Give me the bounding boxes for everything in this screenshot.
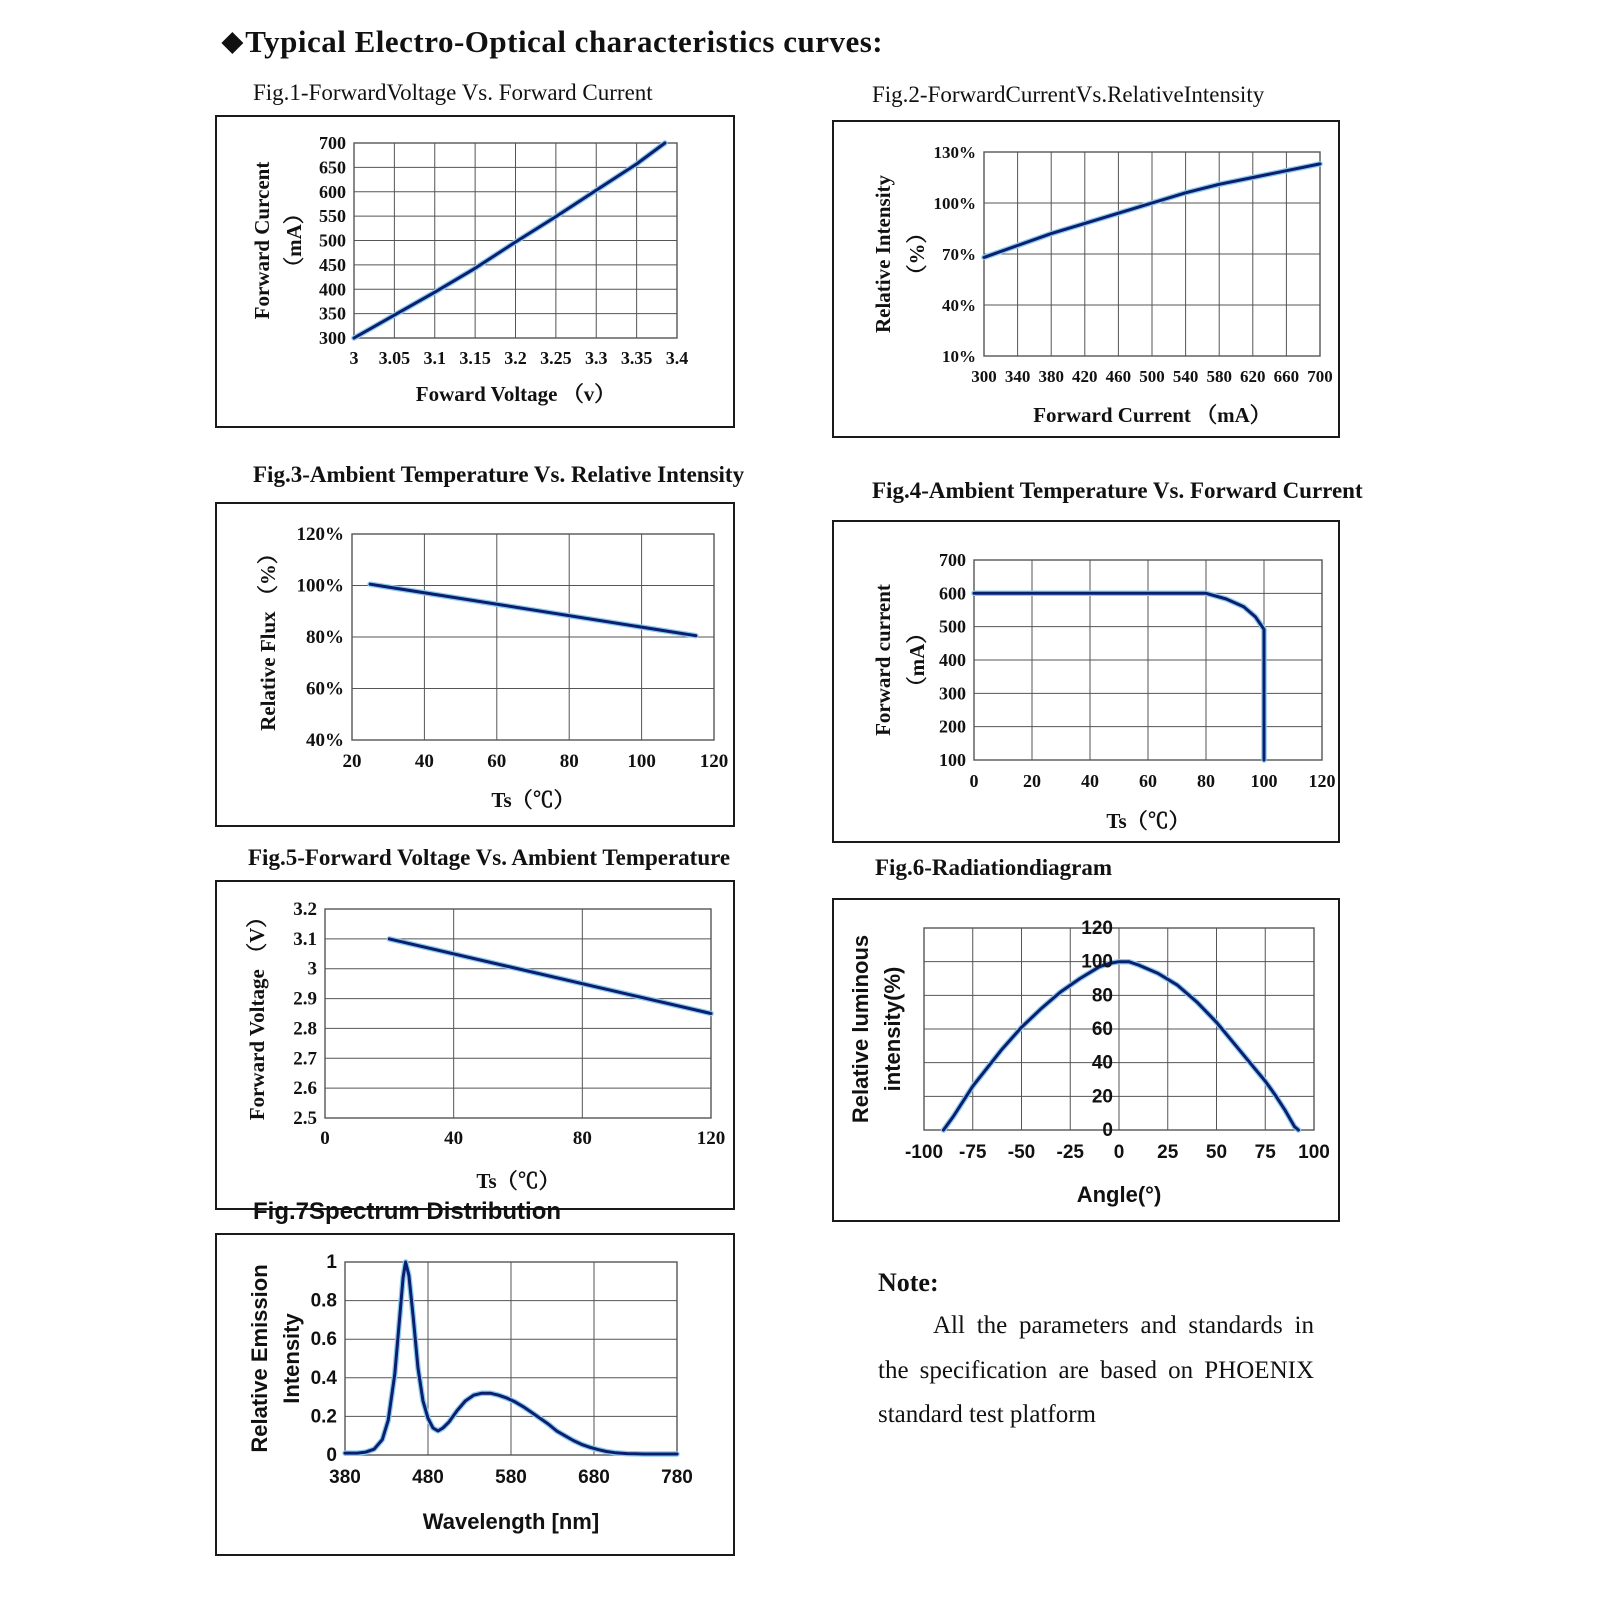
svg-text:Relative luminous: Relative luminous: [848, 934, 873, 1124]
page-title: [222, 24, 883, 60]
svg-text:120: 120: [1308, 771, 1336, 791]
fig5-caption: Fig.5-Forward Voltage Vs. Ambient Temperature: [248, 845, 731, 870]
fig7-caption: Fig.7Spectrum Distribution: [253, 1198, 562, 1225]
svg-text:0: 0: [1102, 1120, 1113, 1141]
svg-text:3.4: 3.4: [665, 348, 689, 368]
svg-text:500: 500: [1139, 367, 1165, 386]
svg-text:200: 200: [939, 716, 966, 737]
svg-text:（mA）: （mA）: [282, 203, 306, 278]
svg-text:100: 100: [1298, 1142, 1330, 1163]
svg-text:0.6: 0.6: [310, 1329, 337, 1351]
axis-labels: [256, 524, 728, 812]
svg-text:2.8: 2.8: [293, 1018, 317, 1040]
series-line: [944, 962, 1299, 1130]
svg-text:Angle(°): Angle(°): [1076, 1182, 1162, 1207]
fig1-chart-svg: [217, 117, 733, 426]
svg-text:450: 450: [319, 254, 346, 275]
svg-text:Relative Intensity: Relative Intensity: [871, 174, 895, 334]
svg-text:Relative Flux （%）: Relative Flux （%）: [256, 543, 280, 731]
svg-text:460: 460: [1105, 367, 1132, 386]
plot-border: [325, 909, 711, 1118]
note-block: [878, 1268, 1314, 1438]
axis-labels: [245, 899, 725, 1193]
svg-text:380: 380: [329, 1467, 361, 1488]
svg-text:20: 20: [1091, 1086, 1113, 1108]
svg-text:2.7: 2.7: [293, 1048, 317, 1070]
svg-text:60: 60: [487, 751, 507, 772]
svg-text:350: 350: [319, 303, 346, 324]
svg-text:0: 0: [326, 1445, 337, 1466]
series-line: [974, 593, 1264, 760]
svg-text:480: 480: [412, 1467, 444, 1488]
svg-text:0: 0: [1113, 1142, 1125, 1163]
svg-text:60: 60: [1091, 1019, 1113, 1040]
svg-text:650: 650: [319, 157, 346, 178]
svg-text:Intensity: Intensity: [279, 1313, 304, 1404]
svg-text:40%: 40%: [306, 730, 344, 751]
svg-text:3.25: 3.25: [540, 348, 572, 368]
axis-labels: [247, 1252, 693, 1534]
svg-text:540: 540: [1172, 367, 1199, 386]
svg-text:130%: 130%: [933, 143, 976, 162]
svg-text:580: 580: [1206, 367, 1232, 386]
svg-text:300: 300: [939, 683, 966, 704]
svg-text:80%: 80%: [306, 627, 344, 648]
svg-text:100: 100: [939, 750, 966, 770]
svg-text:580: 580: [495, 1467, 527, 1488]
svg-text:1: 1: [326, 1252, 337, 1273]
note-heading: Note:: [878, 1268, 939, 1297]
svg-text:300: 300: [971, 367, 997, 386]
svg-text:2.9: 2.9: [293, 988, 317, 1010]
svg-text:100: 100: [1250, 771, 1278, 791]
svg-text:120: 120: [1081, 918, 1113, 939]
svg-text:3: 3: [349, 348, 359, 368]
svg-text:（%）: （%）: [905, 222, 929, 286]
svg-text:40%: 40%: [942, 296, 976, 315]
gridlines: [984, 152, 1320, 356]
svg-text:40: 40: [1091, 1052, 1113, 1074]
svg-text:600: 600: [319, 181, 346, 202]
page-title-text: Typical Electro-Optical characteristics curves:: [245, 24, 884, 59]
svg-text:20: 20: [342, 751, 362, 772]
svg-text:10%: 10%: [942, 347, 976, 366]
svg-text:Ts（℃）: Ts（℃）: [491, 788, 575, 812]
svg-text:40: 40: [414, 751, 434, 772]
svg-text:-100: -100: [904, 1142, 944, 1163]
svg-text:120: 120: [699, 751, 729, 772]
svg-text:2.5: 2.5: [293, 1108, 317, 1129]
svg-text:20: 20: [1023, 771, 1041, 791]
svg-text:3.35: 3.35: [620, 348, 653, 368]
svg-text:Foward Voltage （v）: Foward Voltage （v）: [415, 382, 616, 406]
svg-text:50: 50: [1205, 1142, 1228, 1163]
svg-text:700: 700: [1307, 367, 1333, 386]
fig5-chart-box: [215, 880, 735, 1210]
svg-text:780: 780: [661, 1467, 693, 1488]
svg-text:3.1: 3.1: [293, 928, 317, 950]
svg-text:300: 300: [319, 328, 346, 348]
svg-text:-75: -75: [959, 1142, 987, 1163]
svg-text:Relative Emission: Relative Emission: [247, 1264, 272, 1453]
svg-text:600: 600: [939, 583, 966, 604]
svg-text:380: 380: [1038, 367, 1064, 386]
svg-text:660: 660: [1273, 367, 1300, 386]
svg-text:550: 550: [319, 206, 346, 227]
fig6-chart-svg: [834, 900, 1338, 1220]
svg-text:3.1: 3.1: [423, 348, 446, 368]
fig3-chart-box: [215, 502, 735, 827]
svg-text:40: 40: [444, 1128, 464, 1149]
svg-text:100: 100: [1081, 951, 1113, 973]
svg-text:Ts（℃）: Ts（℃）: [1106, 809, 1190, 833]
fig6-caption: Fig.6-Radiationdiagram: [875, 855, 1113, 880]
axis-labels: [871, 143, 1333, 427]
svg-text:100%: 100%: [296, 575, 344, 597]
svg-text:75: 75: [1254, 1142, 1276, 1163]
gridlines: [974, 560, 1322, 760]
fig5-chart-svg: [217, 882, 733, 1208]
fig1-caption: Fig.1-ForwardVoltage Vs. Forward Current: [253, 80, 653, 105]
svg-text:3.2: 3.2: [293, 899, 317, 920]
svg-text:80: 80: [1091, 985, 1113, 1007]
svg-text:500: 500: [939, 616, 966, 637]
svg-text:25: 25: [1157, 1142, 1179, 1163]
svg-text:3.3: 3.3: [585, 348, 608, 368]
svg-text:Forward current: Forward current: [871, 584, 895, 736]
fig7-chart-box: [215, 1233, 735, 1556]
svg-text:0.2: 0.2: [310, 1406, 337, 1428]
svg-text:620: 620: [1240, 367, 1266, 386]
series-line: [389, 939, 711, 1014]
svg-text:100: 100: [627, 751, 656, 772]
svg-text:100%: 100%: [933, 194, 976, 213]
fig4-caption: Fig.4-Ambient Temperature Vs. Forward Current: [872, 478, 1363, 503]
svg-text:500: 500: [319, 230, 346, 251]
svg-text:2.6: 2.6: [293, 1078, 317, 1100]
svg-text:Forward Current （mA）: Forward Current （mA）: [1033, 403, 1271, 427]
svg-text:3: 3: [307, 958, 317, 980]
svg-text:Forward Voltage （V）: Forward Voltage （V）: [245, 906, 269, 1121]
fig3-caption: Fig.3-Ambient Temperature Vs. Relative Intensity: [253, 462, 745, 487]
fig2-chart-svg: [834, 122, 1338, 436]
fig1-chart-box: [215, 115, 735, 428]
svg-text:Wavelength [nm]: Wavelength [nm]: [422, 1509, 600, 1534]
svg-text:（mA）: （mA）: [905, 622, 929, 698]
svg-text:400: 400: [939, 650, 966, 670]
gridlines: [924, 928, 1314, 1130]
series-halo: [944, 962, 1299, 1130]
svg-text:Ts（℃）: Ts（℃）: [476, 1169, 560, 1193]
svg-text:-25: -25: [1056, 1142, 1084, 1163]
svg-text:intensity(%): intensity(%): [880, 966, 905, 1092]
gridlines: [325, 909, 711, 1118]
svg-text:680: 680: [578, 1467, 610, 1488]
svg-text:80: 80: [559, 751, 579, 772]
svg-text:420: 420: [1072, 367, 1098, 386]
fig4-chart-box: [832, 520, 1340, 843]
svg-text:80: 80: [572, 1128, 592, 1149]
svg-text:40: 40: [1081, 771, 1099, 791]
svg-text:-50: -50: [1007, 1142, 1036, 1163]
fig7-chart-svg: [217, 1235, 733, 1554]
fig4-chart-svg: [834, 522, 1338, 841]
fig2-chart-box: [832, 120, 1340, 438]
svg-text:0.8: 0.8: [310, 1290, 337, 1312]
svg-text:0.4: 0.4: [310, 1367, 337, 1389]
svg-text:3.2: 3.2: [504, 348, 527, 368]
fig2-caption: Fig.2-ForwardCurrentVs.RelativeIntensity: [872, 82, 1265, 107]
svg-text:3.15: 3.15: [459, 348, 491, 368]
svg-text:400: 400: [319, 279, 346, 300]
svg-text:700: 700: [319, 133, 346, 153]
svg-text:Forward Curcent: Forward Curcent: [250, 161, 274, 320]
fig3-chart-svg: [217, 504, 733, 825]
series-halo: [974, 593, 1264, 760]
svg-text:3.05: 3.05: [378, 348, 411, 368]
svg-text:60%: 60%: [306, 678, 344, 700]
svg-text:700: 700: [939, 550, 966, 570]
note-body: All the parameters and standards in the specification are based on PHOENIX standard test platform: [878, 1312, 1314, 1428]
gridlines: [352, 534, 714, 740]
svg-text:80: 80: [1197, 771, 1215, 791]
series-line: [370, 584, 696, 636]
svg-text:60: 60: [1139, 771, 1157, 791]
fig6-chart-box: [832, 898, 1340, 1222]
svg-text:0: 0: [969, 771, 979, 791]
svg-text:70%: 70%: [942, 245, 976, 264]
svg-text:120%: 120%: [296, 524, 344, 545]
diamond-bullet-icon: ◆: [222, 26, 244, 56]
svg-text:340: 340: [1004, 367, 1031, 386]
svg-text:120: 120: [696, 1128, 726, 1149]
svg-text:0: 0: [320, 1128, 330, 1149]
